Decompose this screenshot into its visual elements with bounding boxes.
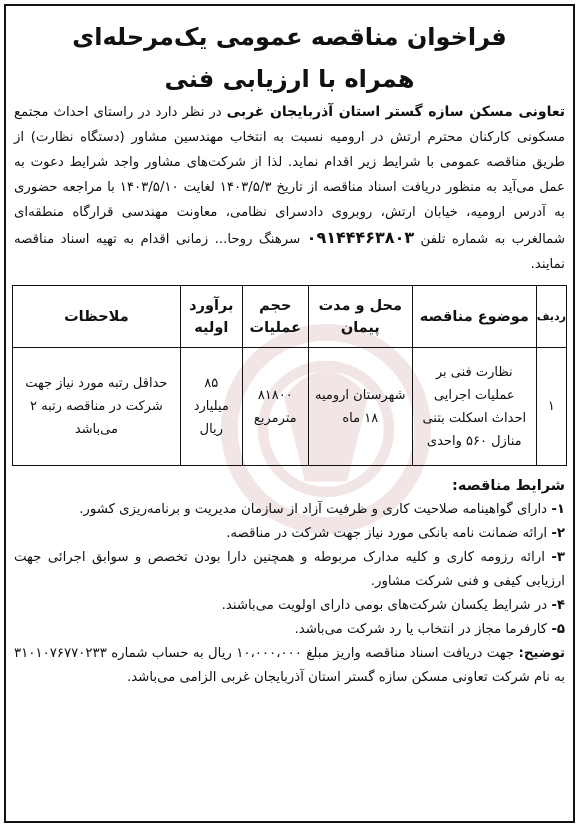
tender-notice	[4, 4, 575, 823]
header-row-number: ردیف	[536, 286, 566, 348]
cell-row-number: ۱	[536, 348, 566, 466]
explanation-note	[14, 642, 565, 690]
cell-volume: ۸۱۸۰۰ مترمربع	[242, 348, 308, 466]
note-title: توضیح:	[518, 646, 566, 661]
condition-item: ۱- دارای گواهینامه صلاحیت کاری و ظرفیت آزاد از سازمان مدیریت و برنامه‌ریزی کشور.	[79, 502, 565, 517]
title-line-2: همراه با ارزیابی فنی	[164, 65, 415, 93]
cell-location: شهرستان ارومیه ۱۸ ماه	[308, 348, 412, 466]
header-location: محل و مدت پیمان	[308, 286, 412, 348]
organization-name: تعاونی مسکن سازه گستر استان آذربایجان غربی	[226, 104, 565, 120]
intro-paragraph	[12, 100, 567, 277]
condition-item: ۲- ارائه ضمانت نامه بانکی مورد نیاز جهت شرکت در مناقصه.	[226, 526, 565, 541]
contact-phone: ۰۹۱۴۴۴۶۳۸۰۳	[306, 228, 415, 247]
condition-item: ۳- ارائه رزومه کاری و کلیه مدارک مربوطه و همچنین دارا بودن تخصص و سوابق اجرائی جهت ارزیابی کیفی و فنی شرکت مشاور.	[14, 550, 565, 589]
tender-table	[12, 285, 567, 466]
title-line-1: فراخوان مناقصه عمومی یک‌مرحله‌ای	[72, 23, 507, 51]
intro-text: در نظر دارد در راستای احداث مجتمع مسکونی کارکنان محترم ارتش در ارومیه نسبت به انتخاب مهندسین مشاور (دستگاه نظارت) از طریق مناقصه عمومی با شرایط زیر اقدام نماید. لذا از شرکت‌های مشاور واجد شرایط دعوت به عمل می‌آید به منظور دریافت اسناد مناقصه از تاریخ ۱۴۰۳/۵/۳ لغایت ۱۴۰۳/۵/۱۰ با مراجعه حضوری به آدرس ارومیه، خیابان ارتش، روبروی دادسرای نظامی، معاونت مهندسی قرارگاه منطقه‌ای شمالغرب به شماره تلفن	[14, 105, 565, 247]
header-subject: موضوع مناقصه	[412, 286, 536, 348]
header-volume: حجم عملیات	[242, 286, 308, 348]
condition-item: ۴- در شرایط یکسان شرکت‌های بومی دارای اولویت می‌باشند.	[221, 598, 565, 613]
table-header-row	[13, 286, 567, 348]
cell-notes: حداقل رتبه مورد نیاز جهت شرکت در مناقصه رتبه ۲ می‌باشد	[13, 348, 181, 466]
conditions-title: شرایط مناقصه:	[452, 478, 565, 494]
cell-subject: نظارت فنی بر عملیات اجرایی احداث اسکلت بتنی منازل ۵۶۰ واحدی	[412, 348, 536, 466]
note-text: جهت دریافت اسناد مناقصه واریز مبلغ ۱۰،۰۰۰،۰۰۰ ریال به حساب شماره ۳۱۰۱۰۷۶۷۷۰۲۳۳ به نام شرکت تعاونی مسکن سازه گستر استان آذربایجان غربی الزامی می‌باشد.	[14, 646, 565, 685]
condition-item: ۵- کارفرما مجاز در انتخاب یا رد شرکت می‌باشد.	[294, 622, 565, 637]
header-estimate: برآورد اولیه	[180, 286, 242, 348]
conditions-section	[12, 474, 567, 690]
header-notes: ملاحظات	[13, 286, 181, 348]
cell-estimate: ۸۵ میلیارد ریال	[180, 348, 242, 466]
intro-text-after: سرهنگ روحا... زمانی اقدام به تهیه اسناد مناقصه نمایند.	[14, 232, 565, 272]
table-row	[13, 348, 567, 466]
